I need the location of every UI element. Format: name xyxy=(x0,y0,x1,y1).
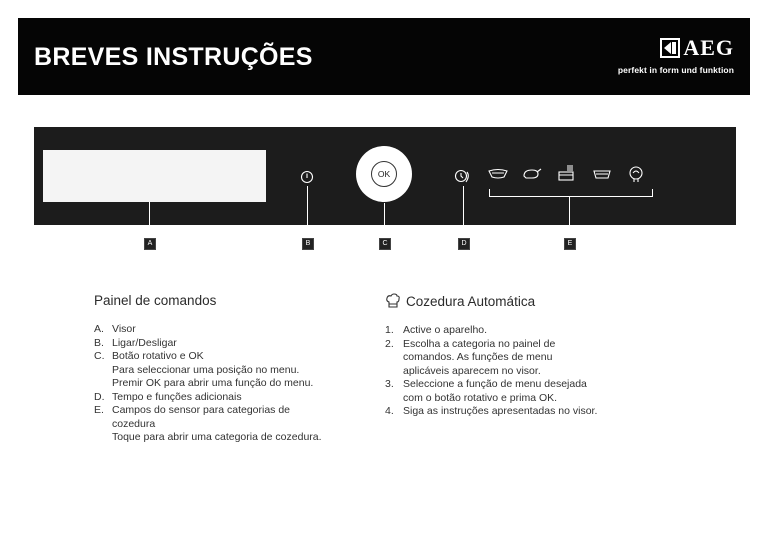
timer-icon[interactable] xyxy=(454,168,472,184)
leader-line-e xyxy=(569,197,570,225)
cake-category-icon[interactable] xyxy=(556,163,576,182)
list-item: 3. Seleccione a função de menu desejada com o botão rotativo e prima OK. xyxy=(385,378,587,404)
list-item: A. Visor xyxy=(94,323,136,335)
list-item: C. Botão rotativo e OK Para seleccionar uma posição no menu. Premir OK para abrir uma função do menu. xyxy=(94,350,314,389)
vegetables-category-icon[interactable] xyxy=(626,165,646,183)
display-screen xyxy=(43,150,266,202)
callout-b: B xyxy=(302,238,314,250)
control-panel-section xyxy=(94,293,384,445)
leader-line-b xyxy=(307,186,308,225)
brand-name: AEG xyxy=(683,35,734,60)
leader-line-a xyxy=(149,202,150,225)
list-item: E. Campos do sensor para categorias de cozedura Toque para abrir uma categoria de cozedura. xyxy=(94,404,322,443)
list-item: B. Ligar/Desligar xyxy=(94,336,177,349)
rotary-knob[interactable] xyxy=(356,146,412,202)
brand-slogan: perfekt in form und funktion xyxy=(617,65,734,75)
steps-list xyxy=(385,324,675,419)
chef-hat-icon xyxy=(385,293,401,309)
sensor-fields-bracket xyxy=(489,189,653,197)
list-item: 1. Active o aparelho. xyxy=(385,324,488,336)
list-item: 2. Escolha a categoria no painel de comandos. As funções de menu aplicáveis aparecem no visor. xyxy=(385,337,556,377)
aeg-logo xyxy=(618,37,734,75)
callout-c: C xyxy=(379,238,391,250)
control-list xyxy=(94,323,384,445)
callout-e: E xyxy=(564,238,576,250)
section-heading: Painel de comandos xyxy=(94,293,217,308)
casserole-category-icon[interactable] xyxy=(592,167,612,181)
poultry-category-icon[interactable] xyxy=(522,167,542,181)
control-panel xyxy=(34,127,736,225)
power-icon[interactable] xyxy=(300,170,314,184)
auto-cooking-section xyxy=(385,293,675,419)
page-title: BREVES INSTRUÇÕES xyxy=(34,43,313,71)
header-banner xyxy=(18,18,750,95)
leader-line-d xyxy=(463,186,464,225)
list-item: D. Tempo e funções adicionais xyxy=(94,390,242,403)
electrolux-logo-icon xyxy=(660,38,680,58)
callout-a: A xyxy=(144,238,156,250)
fish-category-icon[interactable] xyxy=(488,167,508,181)
leader-line-c xyxy=(384,203,385,225)
section-heading: Cozedura Automática xyxy=(406,293,536,309)
list-item: 4. Siga as instruções apresentadas no visor. xyxy=(385,405,598,417)
callout-d: D xyxy=(458,238,470,250)
ok-button[interactable]: OK xyxy=(371,161,397,187)
